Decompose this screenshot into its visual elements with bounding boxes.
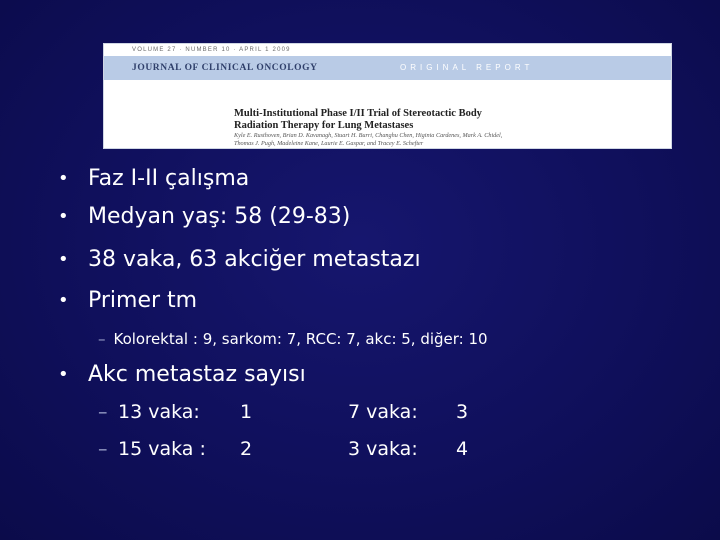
sub-dash: –: [98, 438, 108, 460]
journal-name: JOURNAL OF CLINICAL ONCOLOGY: [132, 63, 318, 73]
metastasis-number: 4: [456, 438, 469, 460]
bullet-text: 38 vaka, 63 akciğer metastazı: [88, 247, 421, 272]
metastasis-number: 2: [240, 438, 253, 460]
journal-header-image: [104, 44, 671, 148]
metastasis-number: 1: [240, 401, 253, 423]
metastaz-row: [98, 434, 498, 464]
bullet-dot: •: [58, 290, 69, 311]
case-count-label: 3 vaka:: [348, 438, 418, 460]
article-authors: [234, 132, 664, 147]
metastaz-row: [98, 397, 498, 427]
case-count-label: 15 vaka :: [118, 438, 206, 460]
bullet-dot: •: [58, 206, 69, 227]
sub-dash: –: [98, 401, 108, 423]
primer-breakdown-text: Kolorektal : 9, sarkom: 7, RCC: 7, akc: 5, diğer: 10: [113, 330, 488, 348]
case-count-label: 13 vaka:: [118, 401, 200, 423]
authors-line-2: Thomas J. Pugh, Madeleine Kane, Laurie E. Gaspar, and Tracey E. Schefter: [234, 139, 424, 147]
journal-banner: [104, 56, 671, 80]
article-title-line-2: Radiation Therapy for Lung Metastases: [234, 120, 414, 131]
bullet-dot: •: [58, 364, 69, 385]
sub-dash: –: [98, 330, 106, 348]
bullet-text: Medyan yaş: 58 (29-83): [88, 204, 351, 229]
bullet-text: Faz I-II çalışma: [88, 166, 250, 191]
bullet-text: Primer tm: [88, 288, 198, 313]
report-type-label: ORIGINAL REPORT: [400, 63, 534, 72]
article-title: [234, 108, 654, 132]
journal-volume-line: VOLUME 27 · NUMBER 10 · APRIL 1 2009: [132, 47, 291, 53]
metastaz-title: Akc metastaz sayısı: [88, 362, 306, 387]
metastasis-number: 3: [456, 401, 469, 423]
case-count-label: 7 vaka:: [348, 401, 418, 423]
bullet-dot: •: [58, 168, 69, 189]
bullet-dot: •: [58, 249, 69, 270]
primer-breakdown: [98, 327, 488, 351]
article-title-line-1: Multi-Institutional Phase I/II Trial of Stereotactic Body: [234, 108, 482, 119]
authors-line-1: Kyle E. Rusthoven, Brian D. Kavanagh, Stuart H. Burri, Changhu Chen, Higinia Cardenes, Mark A. Chidel,: [234, 132, 503, 139]
